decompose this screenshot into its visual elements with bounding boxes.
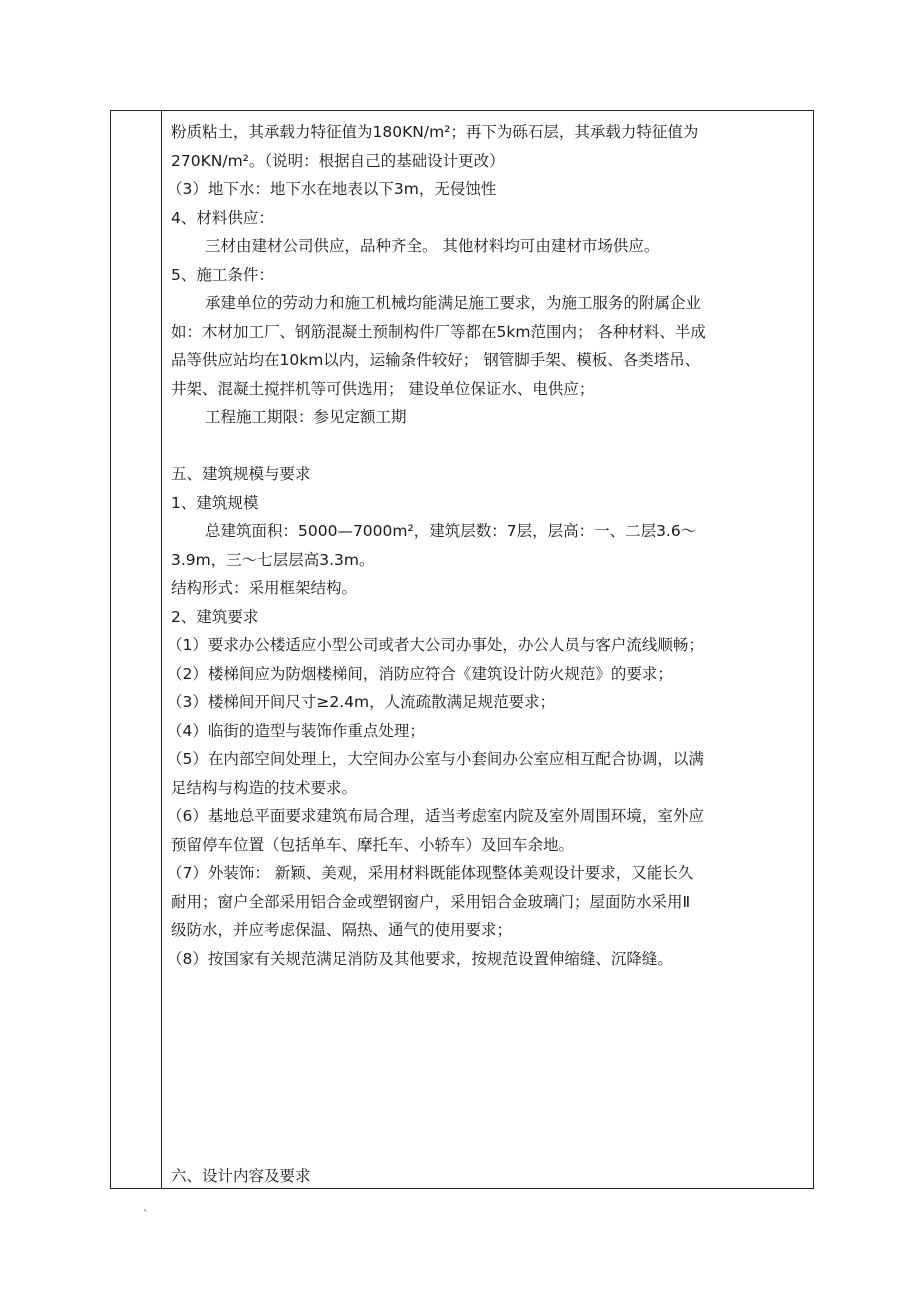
text-line: 3.9m，三～七层层高3.3m。 — [171, 550, 375, 569]
text-line: 工程施工期限：参见定额工期 — [205, 408, 407, 426]
text-line: 5、施工条件： — [171, 265, 274, 284]
text-line: 270KN/m²。（说明：根据自己的基础设计更改） — [171, 151, 505, 170]
text-line: （8）按国家有关规范满足消防及其他要求，按规范设置伸缩缝、沉降缝。 — [167, 949, 673, 968]
text-line: （3）楼梯间开间尺寸≥2.4m，人流疏散满足规范要求； — [167, 693, 556, 711]
text-line: 耐用；窗户全部采用铝合金或塑钢窗户，采用铝合金玻璃门；屋面防水采用Ⅱ — [171, 892, 691, 911]
table-frame — [110, 110, 814, 1189]
left-label-column — [111, 111, 162, 1188]
text-line: 承建单位的劳动力和施工机械均能满足施工要求，为施工服务的附属企业 — [205, 294, 702, 312]
text-line: 三材由建材公司供应，品种齐全。 其他材料均可由建材市场供应。 — [205, 237, 660, 255]
text-line: 井架、混凝土搅拌机等可供选用； 建设单位保证水、电供应； — [171, 379, 595, 398]
text-line: 粉质粘土，其承载力特征值为180KN/m²；再下为砾石层，其承载力特征值为 — [171, 123, 699, 141]
text-line: 五、建筑规模与要求 — [171, 465, 311, 483]
text-line: 品等供应站均在10km以内，运输条件较好； 钢管脚手架、模板、各类塔吊、 — [171, 351, 701, 369]
section-heading-design-content: 六、设计内容及要求 — [171, 1167, 311, 1185]
text-line: 4、材料供应： — [171, 208, 274, 227]
text-line: （7）外装饰： 新颖、美观，采用材料既能体现整体美观设计要求，又能长久 — [167, 864, 694, 882]
text-line: 总建筑面积：5000—7000m²，建筑层数：7层，层高：一、二层3.6～ — [205, 522, 697, 540]
document-body — [167, 118, 809, 973]
text-line: 足结构与构造的技术要求。 — [171, 778, 358, 797]
text-line: （2）楼梯间应为防烟楼梯间，消防应符合《建筑设计防火规范》的要求； — [167, 664, 673, 683]
blank-line — [171, 432, 809, 461]
text-line: （3）地下水：地下水在地表以下3m，无侵蚀性 — [167, 180, 497, 198]
text-line: 1、建筑规模 — [171, 493, 259, 512]
text-line: 2、建筑要求 — [171, 607, 259, 626]
text-line: 级防水，并应考虑保温、隔热、通气的使用要求； — [171, 921, 513, 939]
text-line: 结构形式：采用框架结构。 — [171, 579, 358, 597]
footer-mark: ` — [143, 1208, 149, 1221]
text-line: （6）基地总平面要求建筑布局合理，适当考虑室内院及室外周围环境，室外应 — [167, 807, 704, 825]
text-line: （1）要求办公楼适应小型公司或者大公司办事处，办公人员与客户流线顺畅； — [167, 636, 704, 654]
text-line: 预留停车位置（包括单车、摩托车、小轿车）及回车余地。 — [171, 835, 575, 854]
text-line: （4）临街的造型与装饰作重点处理； — [167, 721, 425, 740]
text-line: （5）在内部空间处理上，大空间办公室与小套间办公室应相互配合协调，以满 — [167, 750, 704, 768]
text-line: 如：木材加工厂、钢筋混凝土预制构件厂等都在5km范围内； 各种材料、半成 — [171, 322, 706, 341]
